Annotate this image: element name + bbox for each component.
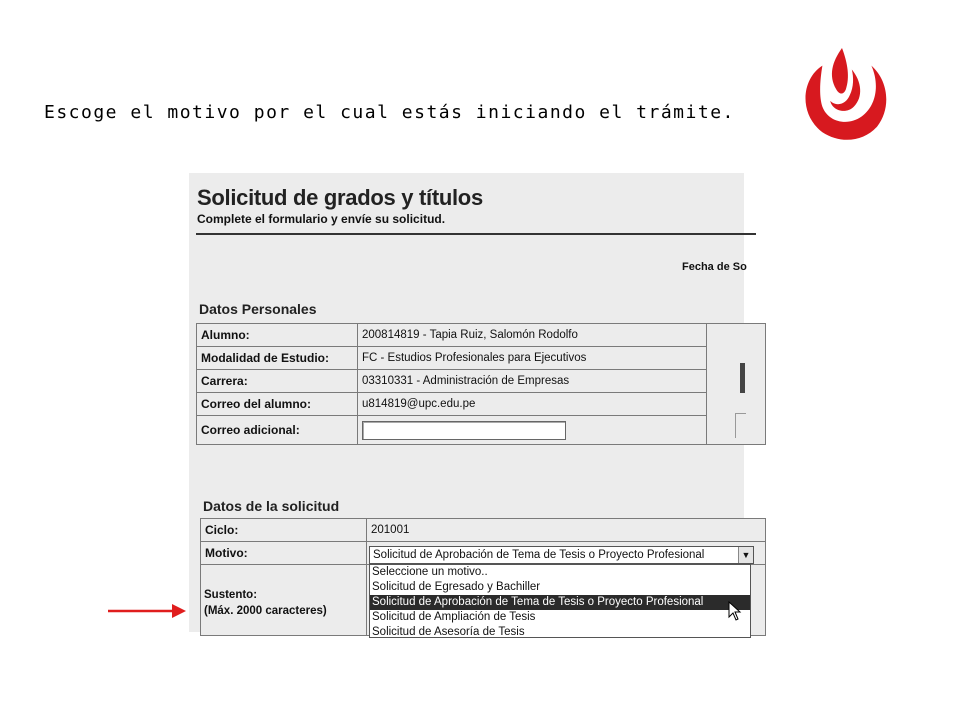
photo-edge — [735, 413, 746, 438]
modalidad-label: Modalidad de Estudio: — [197, 347, 358, 370]
form-title: Solicitud de grados y títulos — [197, 185, 483, 210]
correo-adicional-label: Correo adicional: — [197, 416, 358, 445]
section-title-solicitud: Datos de la solicitud — [203, 498, 340, 514]
table-row — [201, 519, 766, 542]
correo-alumno-label: Correo del alumno: — [197, 393, 358, 416]
sustento-label-line2: (Máx. 2000 caracteres) — [204, 605, 327, 617]
sustento-label — [204, 587, 327, 619]
carrera-label: Carrera: — [197, 370, 358, 393]
form-screenshot — [189, 173, 751, 638]
motivo-select[interactable] — [369, 546, 754, 564]
table-row — [197, 416, 766, 445]
table-row — [197, 347, 766, 370]
section-title-personal: Datos Personales — [199, 301, 317, 317]
fecha-label: Fecha de So — [682, 261, 747, 273]
table-row — [197, 324, 766, 347]
motivo-option[interactable]: Solicitud de Egresado y Bachiller — [372, 581, 541, 593]
title-divider — [196, 233, 756, 235]
form-subtitle: Complete el formulario y envíe su solicitud. — [197, 212, 446, 226]
alumno-value: 200814819 - Tapia Ruiz, Salomón Rodolfo — [358, 324, 707, 347]
motivo-label: Motivo: — [201, 542, 367, 565]
photo-edge — [740, 363, 745, 393]
upc-flame-logo-icon — [793, 45, 891, 145]
ciclo-label: Ciclo: — [201, 519, 367, 542]
instruction-text: Escoge el motivo por el cual estás iniciando el trámite. — [44, 102, 735, 123]
ciclo-value: 201001 — [367, 519, 766, 542]
correo-adicional-input[interactable] — [362, 421, 566, 440]
carrera-value: 03310331 - Administración de Empresas — [358, 370, 707, 393]
modalidad-value: FC - Estudios Profesionales para Ejecutivos — [358, 347, 707, 370]
correo-alumno-value: u814819@upc.edu.pe — [358, 393, 707, 416]
motivo-option[interactable]: Solicitud de Ampliación de Tesis — [372, 611, 536, 623]
alumno-label: Alumno: — [197, 324, 358, 347]
motivo-dropdown-list[interactable] — [369, 564, 751, 638]
correo-adicional-cell — [358, 416, 707, 445]
sustento-label-line1: Sustento: — [204, 589, 258, 601]
motivo-selected-value: Solicitud de Aprobación de Tema de Tesis o Proyecto Profesional — [373, 549, 705, 561]
mouse-pointer-icon — [728, 601, 742, 621]
chevron-down-icon[interactable]: ▼ — [738, 547, 753, 563]
motivo-option-highlighted[interactable]: Solicitud de Aprobación de Tema de Tesis o Proyecto Profesional — [370, 595, 750, 610]
table-row — [197, 393, 766, 416]
personal-data-table — [196, 323, 766, 445]
red-arrow-right-icon — [108, 600, 188, 622]
table-row — [197, 370, 766, 393]
motivo-option[interactable]: Solicitud de Asesoría de Tesis — [372, 626, 525, 638]
motivo-option[interactable]: Seleccione un motivo.. — [372, 566, 488, 578]
